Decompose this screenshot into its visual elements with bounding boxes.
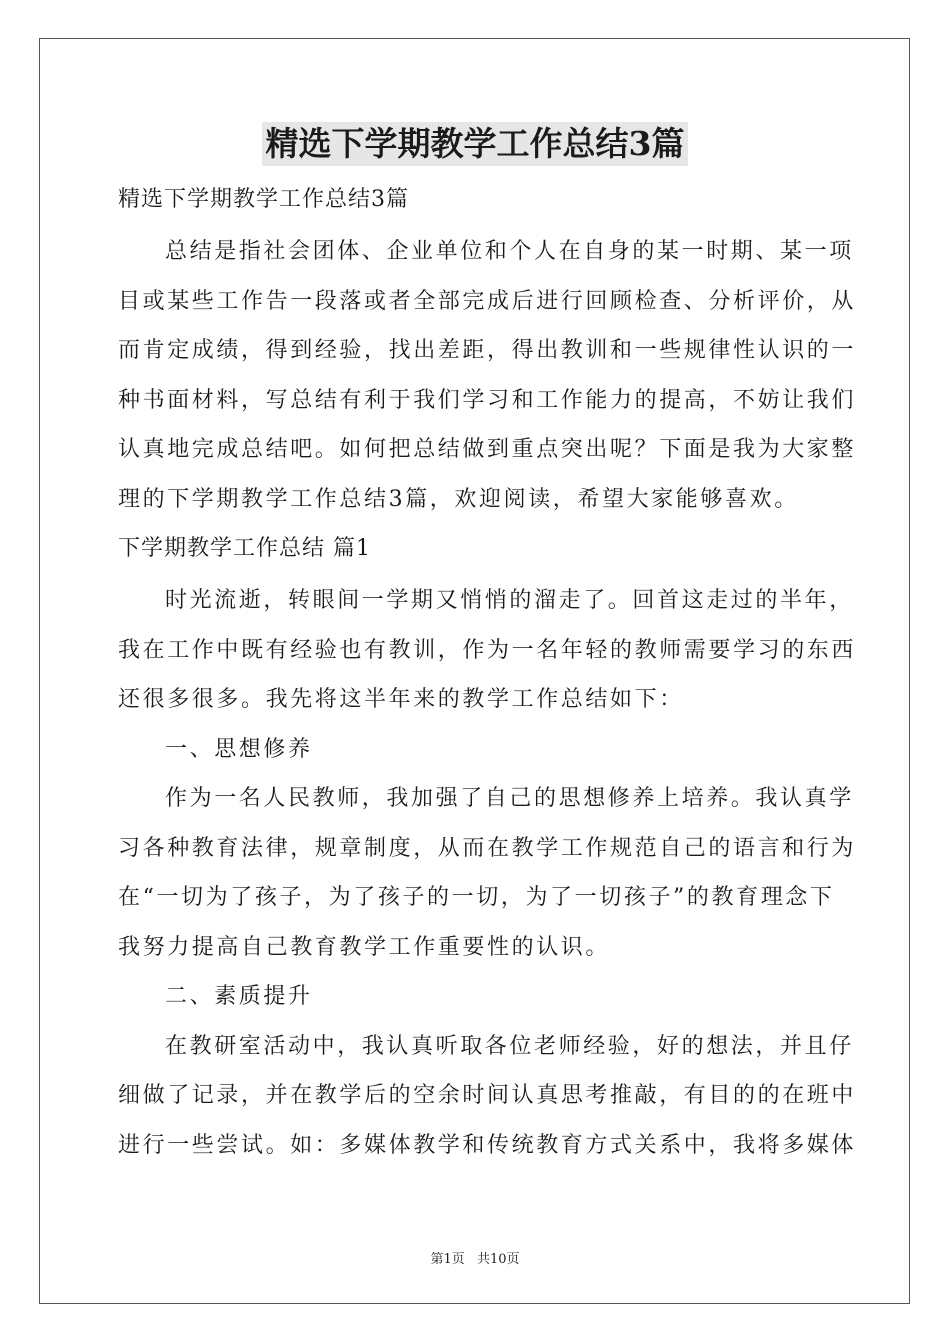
paragraph-line: 在“一切为了孩子，为了孩子的一切，为了一切孩子”的教育理念下 <box>118 885 835 910</box>
page-total: 共10页 <box>476 1252 520 1267</box>
document-body <box>118 182 857 1177</box>
paragraph-line: 作为一名人民教师，我加强了自己的思想修养上培养。我认真学 <box>165 786 854 811</box>
intro-line: 总结是指社会团体、企业单位和个人在自身的某一时期、某一项 <box>165 239 854 264</box>
subheading-quality: 二、素质提升 <box>165 984 313 1009</box>
intro-line: 目或某些工作告一段落或者全部完成后进行回顾检查、分析评价，从 <box>118 288 857 314</box>
document-title: 精选下学期教学工作总结3篇 <box>262 122 689 166</box>
paragraph-line: 习各种教育法律，规章制度，从而在教学工作规范自己的语言和行为 <box>118 835 857 861</box>
paragraph-line: 在教研室活动中，我认真听取各位老师经验，好的想法，并且仔 <box>165 1033 854 1059</box>
paragraph-line: 我努力提高自己教育教学工作重要性的认识。 <box>118 934 611 960</box>
intro-line: 而肯定成绩，得到经验，找出差距，得出教训和一些规律性认识的一 <box>118 338 857 363</box>
page-number: 第1页 <box>430 1252 465 1267</box>
intro-line: 种书面材料，写总结有利于我们学习和工作能力的提高，不妨让我们 <box>118 387 857 413</box>
document-subtitle: 精选下学期教学工作总结3篇 <box>118 187 409 212</box>
paragraph-line: 还很多很多。我先将这半年来的教学工作总结如下： <box>118 687 684 712</box>
paragraph-line: 我在工作中既有经验也有教训，作为一名年轻的教师需要学习的东西 <box>118 637 857 663</box>
paragraph-line: 时光流逝，转眼间一学期又悄悄的溜走了。回首这走过的半年， <box>165 588 854 613</box>
paragraph-line: 细做了记录，并在教学后的空余时间认真思考推敲，有目的的在班中 <box>118 1083 857 1108</box>
title-container <box>0 122 950 166</box>
paragraph-line: 进行一些尝试。如：多媒体教学和传统教育方式关系中，我将多媒体 <box>118 1132 857 1158</box>
page-footer <box>0 1248 950 1267</box>
intro-line: 认真地完成总结吧。如何把总结做到重点突出呢？下面是我为大家整 <box>118 437 857 462</box>
subheading-thought: 一、思想修养 <box>165 736 313 762</box>
section-heading: 下学期教学工作总结 篇1 <box>118 536 371 561</box>
intro-line: 理的下学期教学工作总结3篇，欢迎阅读，希望大家能够喜欢。 <box>118 486 799 512</box>
